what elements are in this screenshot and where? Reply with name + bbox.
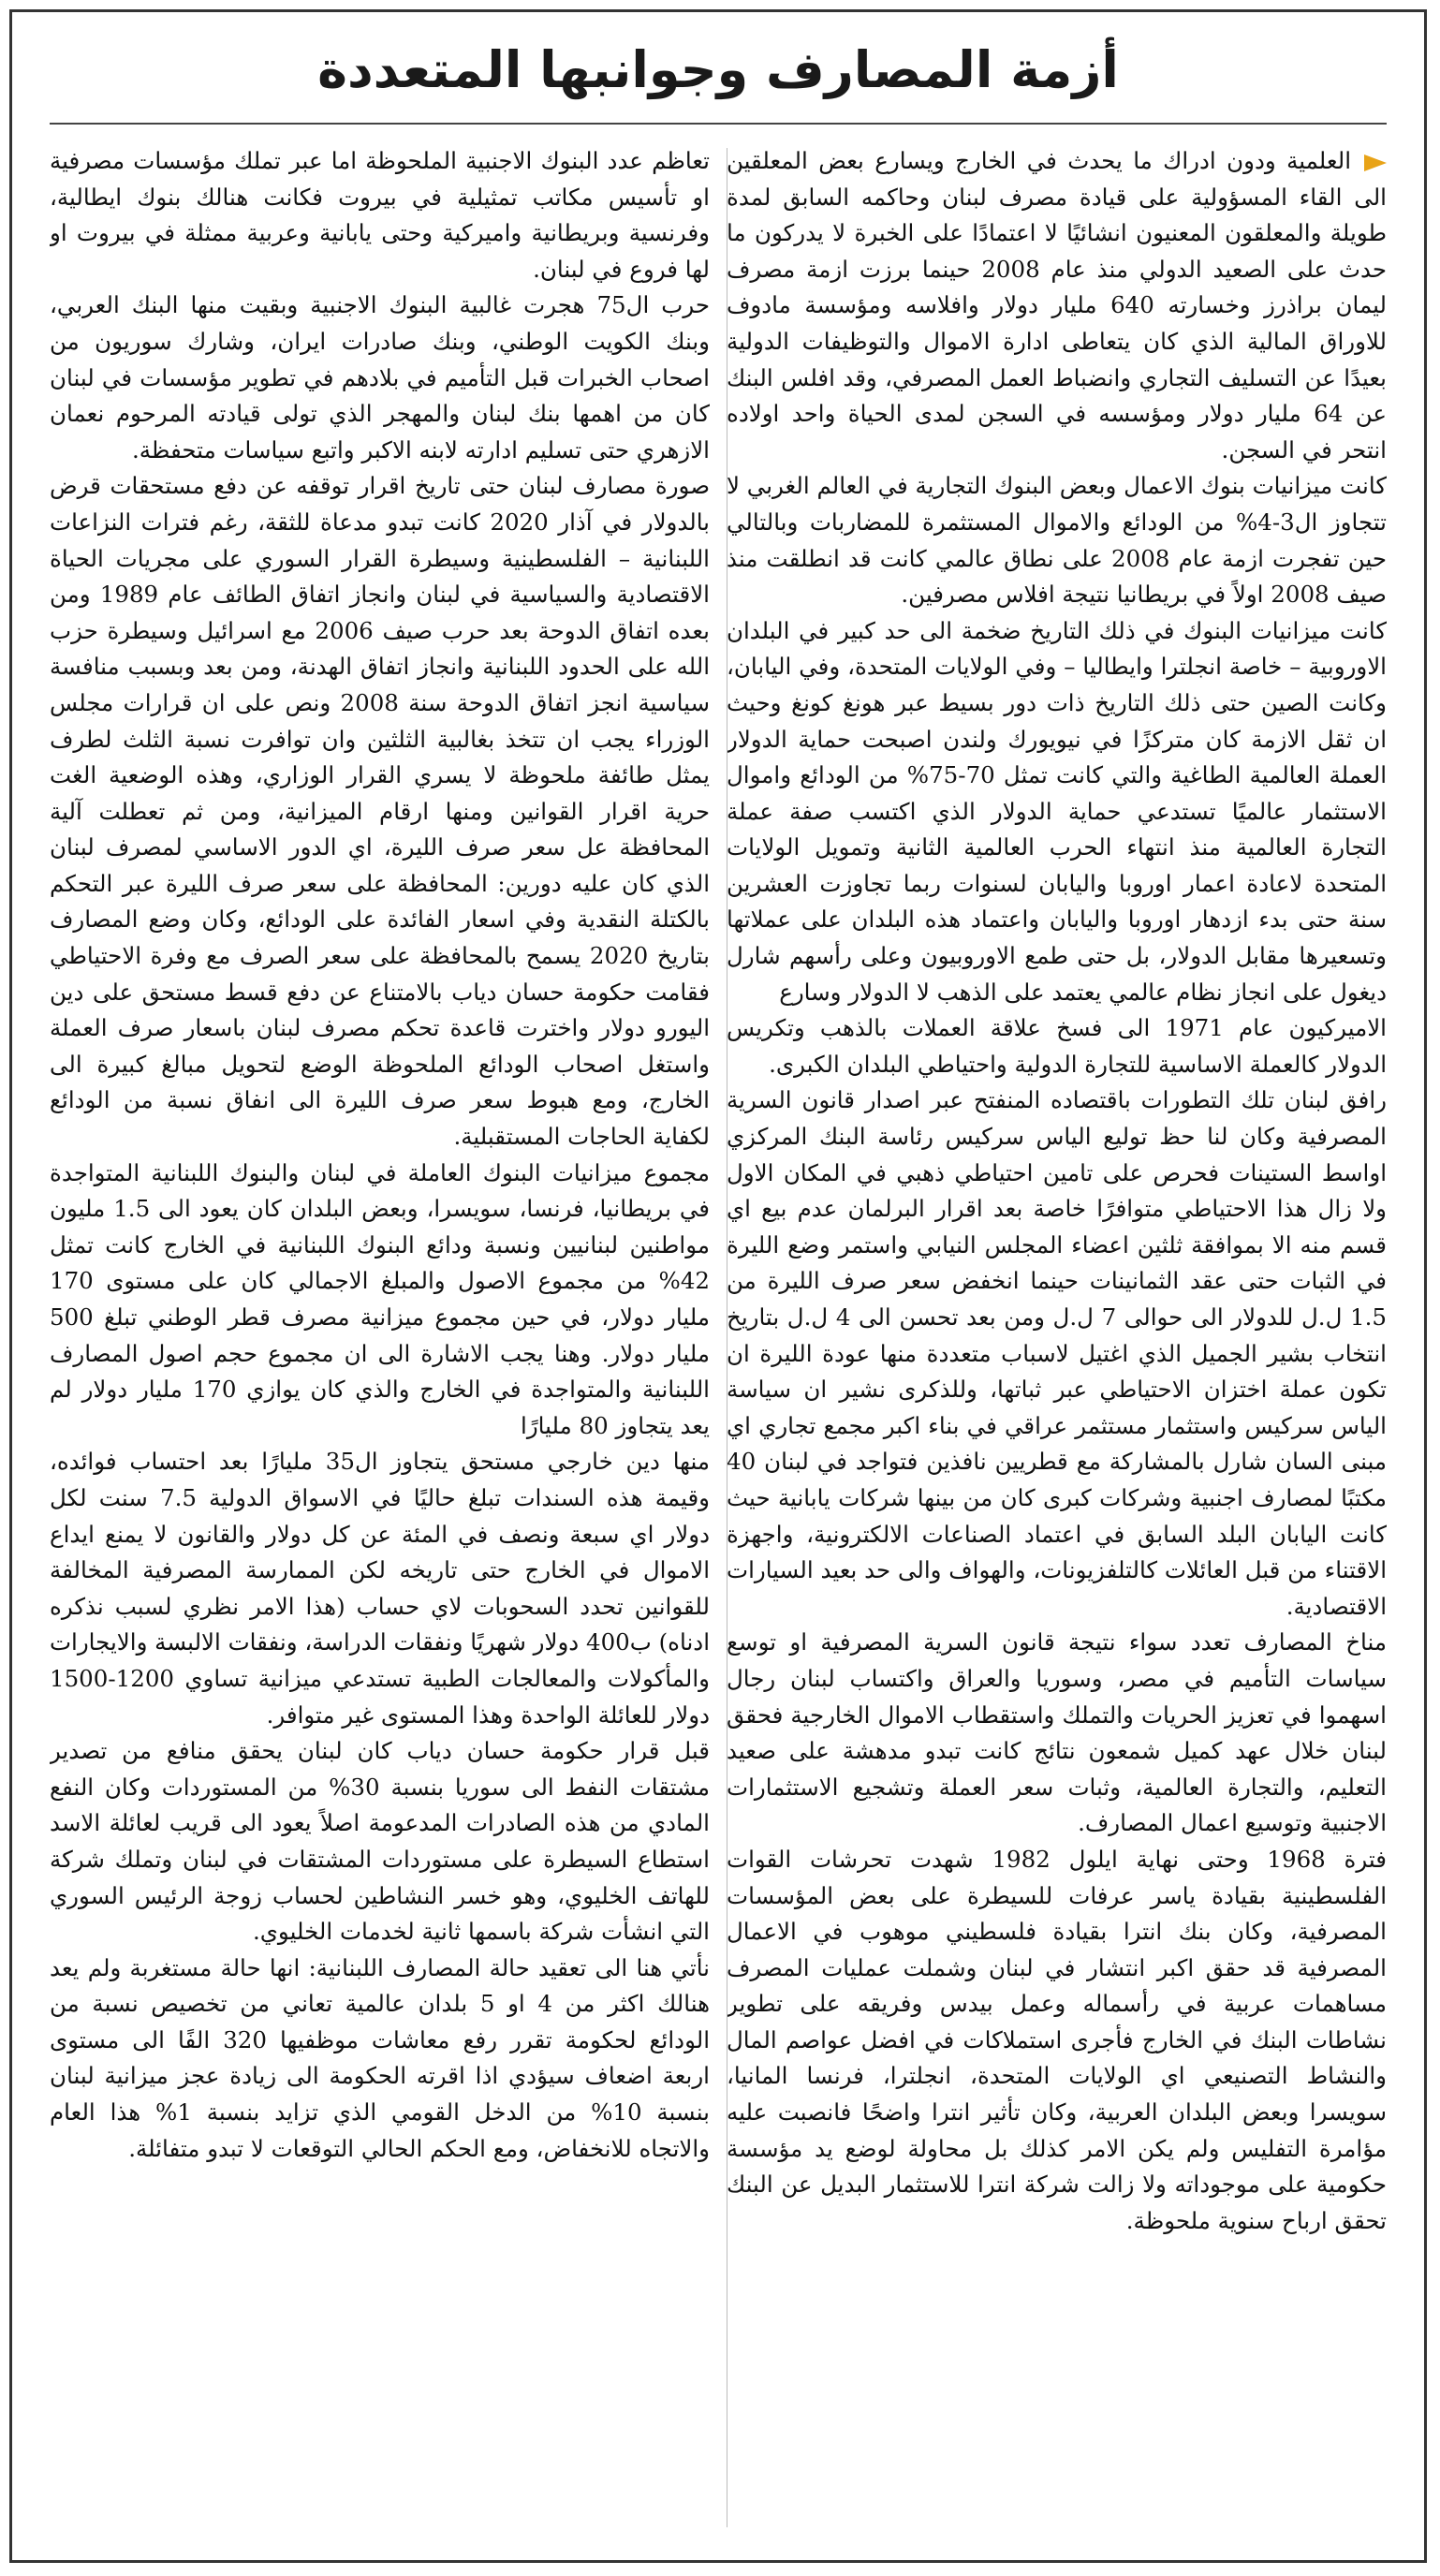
- headline-rule: [50, 123, 1387, 125]
- paragraph: صورة مصارف لبنان حتى تاريخ اقرار توقفه عن دفع مستحقات قرض بالدولار في آذار 2020 كانت تبدو مدعاة للثقة، رغم فترات النزاعات اللبنانية – الفلسطينية وسيطرة القرار السوري على مجريات الحياة الاقتصادية والسياسية في لبنان وانجاز اتفاق الطائف عام 1989 ومن بعده اتفاق الدوحة بعد حرب صيف 2006 مع اسرائيل وسيطرة حزب الله على الحدود اللبنانية وانجاز اتفاق الهدنة، ومن بعد وبسبب منافسة سياسية انجز اتفاق الدوحة سنة 2008 ونص على ان قرارات مجلس الوزراء يجب ان تتخذ بغالبية الثلثين وان توافرت نسبة الثلث لطرف يمثل طائفة ملحوظة لا يسري القرار الوزاري، وهذه الوضعية الغت حرية اقرار القوانين ومنها ارقام الميزانية، ومن ثم تعطلت آلية المحافظة عل سعر صرف الليرة، اي الدور الاساسي لمصرف لبنان الذي كان عليه دورين: المحافظة على سعر صرف الليرة عبر التحكم بالكتلة النقدية وفي اسعار الفائدة على الودائع، وكان وضع المصارف بتاريخ 2020 يسمح بالمحافظة على سعر الصرف مع وفرة الاحتياطي فقامت حكومة حسان دياب بالامتناع عن دفع قسط مستحق على دين اليورو دولار واخترت قاعدة تحكم مصرف لبنان باسعار صرف العملة واستغل اصحاب الودائع الملحوظة الوضع لتحويل مبالغ كبيرة الى الخارج، ومع هبوط سعر صرف الليرة الى انفاق نسبة من الودائع لكفاية الحاجات المستقبلية.: [50, 472, 710, 1151]
- article-headline: أزمة المصارف وجوانبها المتعددة: [317, 40, 1119, 99]
- paragraph: مناخ المصارف تعدد سواء نتيجة قانون السرية المصرفية او توسع سياسات التأميم في مصر، وسوريا والعراق واكتساب لبنان رجال اسهموا في تعزيز الحريات والتملك واستقطاب الاموال الخارجية فحقق لبنان خلال عهد كميل شمعون نتائج كانت تبدو مدهشة على صعيد التعليم، والتجارة العالمية، وثبات سعر العملة وتشجيع الاستثمارات الاجنبية وتوسيع اعمال المصارف.: [727, 1628, 1387, 1837]
- paragraph: مجموع ميزانيات البنوك العاملة في لبنان والبنوك اللبنانية المتواجدة في بريطانيا، فرنسا، سويسرا، وبعض البلدان كان يعود الى 1.5 مليون مواطنين لبنانيين ونسبة ودائع البنوك اللبنانية في الخارج كانت تمثل 42% من مجموع الاصول والمبلغ الاجمالي كان على مستوى 170 مليار دولار، في حين مجموع ميزانية مصرف قطر الوطني تبلغ 500 مليار دولار. وهنا يجب الاشارة الى ان مجموع حجم اصول المصارف اللبنانية والمتواجدة في الخارج والذي كان يوازي 170 مليار دولار لم يعد يتجاوز 80 مليارًا: [50, 1158, 710, 1439]
- paragraph: تعاظم عدد البنوك الاجنبية الملحوظة اما عبر تملك مؤسسات مصرفية او تأسيس مكاتب تمثيلية في بيروت فكانت هنالك بنوك ايطالية، وفرنسية وبريطانية واميركية وحتى يابانية وعربية ممثلة في بيروت او لها فروع في لبنان.: [50, 147, 710, 283]
- paragraph-text: العلمية ودون ادراك ما يحدث في الخارج ويسارع بعض المعلقين الى القاء المسؤولية على قيادة مصرف لبنان وحاكمه السابق لمدة طويلة والمعلقون المعنيون انشائيًا لا اعتمادًا على الخبرة لا يدركون ما حدث على الصعيد الدولي منذ عام 2008 حينما برزت ازمة مصرف ليمان براذرز وخسارته 640 مليار دولار وافلاسه ومؤسسة مادوف للاوراق المالية الذي كان يتعاطى ادارة الاموال والتوظيفات الدولية بعيدًا عن التسليف التجاري وانضباط العمل المصرفي، وقد افلس البنك عن 64 مليار دولار ومؤسسه في السجن لمدى الحياة واحد اولاده انتحر في السجن.: [727, 147, 1387, 464]
- paragraph: رافق لبنان تلك التطورات باقتصاده المنفتح عبر اصدار قانون السرية المصرفية وكان لنا حظ توليع الياس سركيس رئاسة البنك المركزي اواسط الستينات فحرص على تامين احتياطي ذهبي في المكان الاول ولا زال هذا الاحتياطي متوافرًا خاصة بعد اقرار البرلمان عدم بيع اي قسم منه الا بموافقة ثلثين اعضاء المجلس النيابي واستمر وضع الليرة في الثبات حتى عقد الثمانينات حينما انخفض سعر صرف الليرة من 1.5 ل.ل للدولار الى حوالى 7 ل.ل ومن بعد تحسن الى 4 ل.ل بتاريخ انتخاب بشير الجميل الذي اغتيل لاسباب متعددة منها عودة الليرة ان تكون عملة اختزان الاحتياطي عبر ثباتها، وللذكرى نشير ان سياسة الياس سركيس واستثمار مستثمر عراقي في بناء اكبر مجمع تجاري اي مبنى السان شارل بالمشاركة مع قطريين نافذين فتواجد في لبنان 40 مكتبًا لمصارف اجنبية وشركات كبرى كان من بينها شركات يابانية حيث كانت اليابان البلد السابق في اعتماد الصناعات الالكترونية، واجهزة الاقتناء من قبل العائلات كالتلفزيونات، والهواف والى حد بعيد السيارات الاقتصادية.: [727, 1086, 1387, 1620]
- paragraph: نأتي هنا الى تعقيد حالة المصارف اللبنانية: انها حالة مستغربة ولم يعد هنالك اكثر من 4 او 5 بلدان عالمية تعاني من تخصيص نسبة من الودائع لحكومة تقرر رفع معاشات موظفيها 320 الفًا الى مستوى اربعة اضعاف سيؤدي اذا اقرته الحكومة الى زيادة عجز ميزانية لبنان بنسبة 10% من الدخل القومي الذي تزايد بنسبة 1% هذا العام والاتجاه للانخفاض، ومع الحكم الحالي التوقعات لا تبدو متفائلة.: [50, 1953, 710, 2162]
- paragraph: فترة 1968 وحتى نهاية ايلول 1982 شهدت تحرشات القوات الفلسطينية بقيادة ياسر عرفات للسيطرة على بعض المؤسسات المصرفية، وكان بنك انترا بقيادة فلسطيني موهوب في الاعمال المصرفية قد حقق اكبر انتشار في لبنان وشملت عمليات المصرف مساهمات عربية في رأسماله وعمل بيدس وفريقه على تطوير نشاطات البنك في الخارج فأجرى استملاكات في افضل عواصم المال والنشاط التصنيعي اي الولايات المتحدة، انجلترا، فرنسا المانيا، سويسرا وبعض البلدان العربية، وكان تأثير انترا واضحًا فانصبت عليه مؤامرة التفليس ولم يكن الامر كذلك بل محاولة لوضع يد مؤسسة حكومية على موجوداته ولا زالت شركة انترا للاستثمار البديل عن البنك تحقق ارباح سنوية ملحوظة.: [727, 1845, 1387, 2234]
- paragraph: قبل قرار حكومة حسان دياب كان لبنان يحقق منافع من تصدير مشتقات النفط الى سوريا بنسبة 30% من المستوردات وكان النفع المادي من هذه الصادرات المدعومة اصلاً يعود الى قريب لعائلة الاسد استطاع السيطرة على مستوردات المشتقات في لبنان وتملك شركة للهاتف الخليوي، وهو خسر النشاطين لحساب زوجة الرئيس السوري التي انشأت شركة باسمها ثانية لخدمات الخليوي.: [50, 1737, 710, 1946]
- right-column: [727, 143, 1387, 2540]
- arrow-icon: [1364, 155, 1387, 171]
- left-column: [50, 143, 710, 2540]
- paragraph: كانت ميزانيات بنوك الاعمال وبعض البنوك التجارية في العالم الغربي لا تتجاوز ال3-4% من الودائع والاموال المستثمرة للمضاربات وبالتالي حين تفجرت ازمة عام 2008 على نطاق عالمي كانت قد انطلقت منذ صيف 2008 اولاً في بريطانيا نتيجة افلاس مصرفين.: [727, 472, 1387, 609]
- paragraph: حرب ال75 هجرت غالبية البنوك الاجنبية وبقيت منها البنك العربي، وبنك الكويت الوطني، وبنك صادرات ايران، وشارك سوريون من اصحاب الخبرات قبل التأميم في بلادهم في تطوير مؤسسات في لبنان كان من اهمها بنك لبنان والمهجر الذي تولى قيادته المرحوم نعمان الازهري حتى تسليم ادارته لابنه الاكبر واتبع سياسات متحفظة.: [50, 291, 710, 464]
- paragraph: [727, 143, 1387, 468]
- paragraph: الاميركيون عام 1971 الى فسخ علاقة العملات بالذهب وتكريس الدولار كالعملة الاساسية للتجارة الدولية واحتياطي البلدان الكبرى.: [727, 1014, 1387, 1078]
- article-page: [9, 9, 1427, 2563]
- paragraph: كانت ميزانيات البنوك في ذلك التاريخ ضخمة الى حد كبير في البلدان الاوروبية – خاصة انجلترا وايطاليا – وفي الولايات المتحدة، وفي اليابان، وكانت الصين حتى ذلك التاريخ ذات دور بسيط عبر هونغ كونغ وحيث ان ثقل الازمة كان متركزًا في نيويورك ولندن اصبحت حماية الدولار العملة العالمية الطاغية والتي كانت تمثل 70-75% من الودائع واموال الاستثمار عالميًا تستدعي حماية الدولار الذي اكتسب صفة عملة التجارة العالمية منذ انتهاء الحرب العالمية الثانية وتمويل الولايات المتحدة لاعادة اعمار اوروبا واليابان لسنوات ربما تجاوزت العشرين سنة حتى بدء ازدهار اوروبا واليابان واعتماد هذه البلدان على عملاتها وتسعيرها مقابل الدولار، بل حتى طمع الاوروبيون وعلى رأسهم شارل ديغول على انجاز نظام عالمي يعتمد على الذهب لا الدولار وسارع: [727, 616, 1387, 1006]
- paragraph: منها دين خارجي مستحق يتجاوز ال35 مليارًا بعد احتساب فوائده، وقيمة هذه السندات تبلغ حاليًا في الاسواق الدولية 7.5 سنت لكل دولار اي سبعة ونصف في المئة عن كل دولار والقانون لا يمنع ايداع الاموال في الخارج حتى تاريخه لكن الممارسة المصرفية المخالفة للقوانين تحدد السحوبات لاي حساب (هذا الامر نظري لسبب نذكره ادناه) ب400 دولار شهريًا ونفقات الدراسة، ونفقات الالبسة والايجارات والمأكولات والمعالجات الطبية تستدعي ميزانية تساوي 1200-1500 دولار للعائلة الواحدة وهذا المستوى غير متوافر.: [50, 1448, 710, 1729]
